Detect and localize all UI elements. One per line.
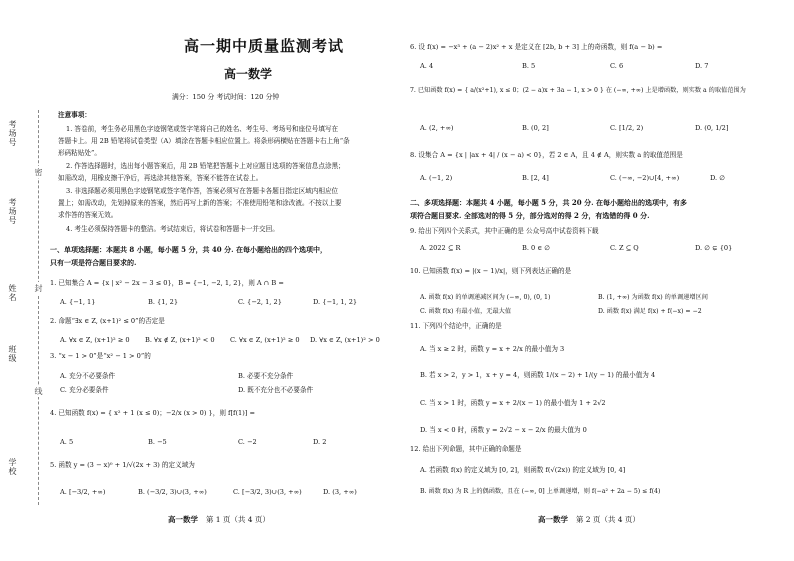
option: D. 当 x < 0 时，函数 y = 2√2 − x − 2/x 的最大值为 0 <box>420 426 587 434</box>
notice-line: 形码粘贴处”。 <box>58 149 101 157</box>
name-label: 姓名 <box>8 284 17 302</box>
option: D. ∀x ∈ Z, (x+1)² > 0 <box>310 336 380 344</box>
option: B. (0, 2] <box>522 124 549 132</box>
option: A. [−3/2, +∞) <box>60 488 106 496</box>
option: B. (1, +∞) 为函数 f(x) 的单调递增区间 <box>598 294 708 301</box>
question-stem: 12. 给出下列命题，其中正确的命题是 <box>410 445 522 453</box>
option: C. 6 <box>610 62 624 70</box>
seal-char-2: 封 <box>34 284 43 292</box>
question-stem: 3. “x − 1 > 0”是“x² − 1 > 0”的 <box>50 352 151 360</box>
option: B. 0 ∈ ∅ <box>522 244 551 252</box>
footer-subject: 高一数学 <box>538 515 568 524</box>
option: D. (0, 1/2] <box>695 124 729 132</box>
notice-title: 注意事项： <box>58 111 91 119</box>
exam-subject: 高一数学 <box>224 67 273 81</box>
exam-meta: 满分：150 分 考试时间：120 分钟 <box>172 93 280 101</box>
option: B. ∀x ∉ Z, (x+1)² < 0 <box>145 336 215 344</box>
footer-page: 第 1 页（共 4 页） <box>205 515 270 524</box>
option: C. Z ⊆ Q <box>610 244 639 252</box>
option: A. 4 <box>420 62 434 70</box>
option: B. 若 x > 2，y > 1，x + y = 4，则函数 1/(x − 2) + 1/(y − 1) 的最小值为 4 <box>420 371 656 379</box>
option: A. 当 x ≥ 2 时，函数 y = x + 2/x 的最小值为 3 <box>420 345 565 353</box>
option: D. 既不充分也不必要条件 <box>238 386 314 394</box>
option: D. ∅ ⊊ {0} <box>695 244 733 252</box>
page-right <box>410 0 785 561</box>
option: D. {−1, 1, 2} <box>313 298 358 306</box>
option: A. 若函数 f(x) 的定义域为 [0, 2]，则函数 f(√(2x)) 的定义域为 [0, 4] <box>420 466 626 474</box>
option: A. {−1, 1} <box>60 298 96 306</box>
option: A. 充分不必要条件 <box>60 372 116 380</box>
question-stem: 10. 已知函数 f(x) = |(x − 1)/x|，则下列表达正确的是 <box>410 267 572 275</box>
notice-line: 答题卡上。用 2B 铅笔将试卷类型（A）填涂在答题卡相应位置上。将条形码横贴在答题卡右上角“条 <box>58 137 350 145</box>
option: C. [−3/2, 3)∪(3, +∞) <box>233 488 302 496</box>
option: D. 7 <box>695 62 709 70</box>
option: C. 当 x > 1 时，函数 y = x + 2/(x − 1) 的最小值为 1 + 2√2 <box>420 399 606 407</box>
option: C. 函数 f(x) 有最小值，无最大值 <box>420 308 512 315</box>
notice-line: 求作答的答案无效。 <box>58 211 118 219</box>
question-stem: 5. 函数 y = (3 − x)⁰ + 1/√(2x + 3) 的定义域为 <box>50 461 195 469</box>
option: A. (2, +∞) <box>420 124 454 132</box>
question-stem: 1. 已知集合 A = {x | x² − 2x − 3 ≤ 0}，B = {−1, −2, 1, 2}，则 A ∩ B = <box>50 279 284 287</box>
section1-title: 一、单项选择题：本题共 8 小题，每小题 5 分，共 40 分. 在每小题给出的四个选项中， <box>50 245 327 254</box>
notice-line: 4. 考生必须保持答题卡的整洁。考试结束后，将试卷和答题卡一并交回。 <box>66 225 279 233</box>
footer-left <box>168 514 270 525</box>
seal-char-1: 密 <box>34 168 43 176</box>
exam-number-label: 考场号 <box>8 198 17 225</box>
notice-line: 1. 答卷前，考生务必用黑色字迹钢笔或签字笔将自己的姓名、考生号、考场号和座位号填写在 <box>66 125 339 133</box>
school-label: 学校 <box>8 458 17 476</box>
footer-page: 第 2 页（共 4 页） <box>575 515 640 524</box>
notice-line: 置上；如需改动，先划掉原来的答案，然后再写上新的答案；不准使用铅笔和涂改液。不按以上要 <box>58 199 342 207</box>
option: C. (−∞, −2)∪[4, +∞) <box>610 174 680 182</box>
section2-title: 二、多项选择题：本题共 4 小题，每小题 5 分，共 20 分. 在每小题给出的选项中，有多 <box>410 198 687 207</box>
option: C. −2 <box>238 438 257 446</box>
question-stem: 7. 已知函数 f(x) = { a/(x²+1), x ≤ 0；(2 − a)x + 3a − 1, x > 0 } 在 (−∞, +∞) 上是增函数，则实数 a 的取值范围为 <box>410 87 746 94</box>
option: A. 5 <box>60 438 74 446</box>
exam-room-label: 考场号 <box>8 120 17 147</box>
notice-line: 3. 非选择题必须用黑色字迹钢笔或签字笔作答，答案必须写在答题卡各题目指定区域内相应位 <box>66 187 339 195</box>
exam-title: 高一期中质量监测考试 <box>184 37 345 55</box>
option: A. ∀x ∈ Z, (x+1)² ≥ 0 <box>60 336 130 344</box>
option: D. ∅ <box>710 174 725 182</box>
question-stem: 8. 设集合 A = {x | |ax + 4| / (x − a) < 0}，若 2 ∈ A，且 4 ∉ A，则实数 a 的取值范围是 <box>410 151 683 159</box>
option: A. (−1, 2) <box>420 174 453 182</box>
option: B. {1, 2} <box>148 298 179 306</box>
question-stem: 4. 已知函数 f(x) = { x² + 1 (x ≤ 0)；−2/x (x > 0) }，则 f[f(1)] = <box>50 409 256 417</box>
option: C. {−2, 1, 2} <box>238 298 282 306</box>
notice-line: 如需改动，用橡皮擦干净后，再选涂其他答案，答案不能答在试卷上。 <box>58 174 263 182</box>
section2-title-cont: 项符合题目要求. 全部选对的得 5 分，部分选对的得 2 分，有选错的得 0 分. <box>410 211 650 220</box>
option: D. (3, +∞) <box>323 488 357 496</box>
question-stem: 9. 给出下列四个关系式，其中正确的是 公众号高中试卷资料下载 <box>410 227 599 235</box>
class-label: 班级 <box>8 345 17 363</box>
page-left <box>48 0 388 561</box>
option: B. (−3/2, 3)∪(3, +∞) <box>138 488 207 496</box>
question-stem: 6. 设 f(x) = −x³ + (a − 2)x² + x 是定义在 [2b, b + 3] 上的奇函数，则 f(a − b) = <box>410 43 663 51</box>
option: B. 函数 f(x) 为 R 上的偶函数，且在 (−∞, 0] 上单调递增，则 f(−a² + 2a − 5) ≤ f(4) <box>420 488 661 495</box>
option: A. 2022 ⊆ R <box>420 244 461 252</box>
option: D. 2 <box>313 438 327 446</box>
footer-right <box>538 514 640 525</box>
option: B. [2, 4] <box>522 174 549 182</box>
option: C. [1/2, 2) <box>610 124 644 132</box>
option: C. ∀x ∈ Z, (x+1)² ≥ 0 <box>230 336 300 344</box>
option: A. 函数 f(x) 的单调递减区间为 (−∞, 0), (0, 1) <box>420 294 551 301</box>
footer-subject: 高一数学 <box>168 515 198 524</box>
seal-char-3: 线 <box>34 387 43 395</box>
question-stem: 2. 命题“∃x ∈ Z, (x+1)² ≤ 0”的否定是 <box>50 317 165 325</box>
section1-title-cont: 只有一项是符合题目要求的. <box>50 258 137 267</box>
binding-strip <box>0 0 43 561</box>
option: B. 5 <box>522 62 536 70</box>
option: B. −5 <box>148 438 167 446</box>
option: B. 必要不充分条件 <box>238 372 294 380</box>
question-stem: 11. 下列四个结论中，正确的是 <box>410 322 502 330</box>
option: D. 函数 f(x) 满足 f(x) + f(−x) = −2 <box>598 308 702 315</box>
option: C. 充分必要条件 <box>60 386 109 394</box>
notice-line: 2. 作答选择题时，选出每小题答案后，用 2B 铅笔把答题卡上对应题目选项的答案信息点涂黑； <box>66 162 345 170</box>
